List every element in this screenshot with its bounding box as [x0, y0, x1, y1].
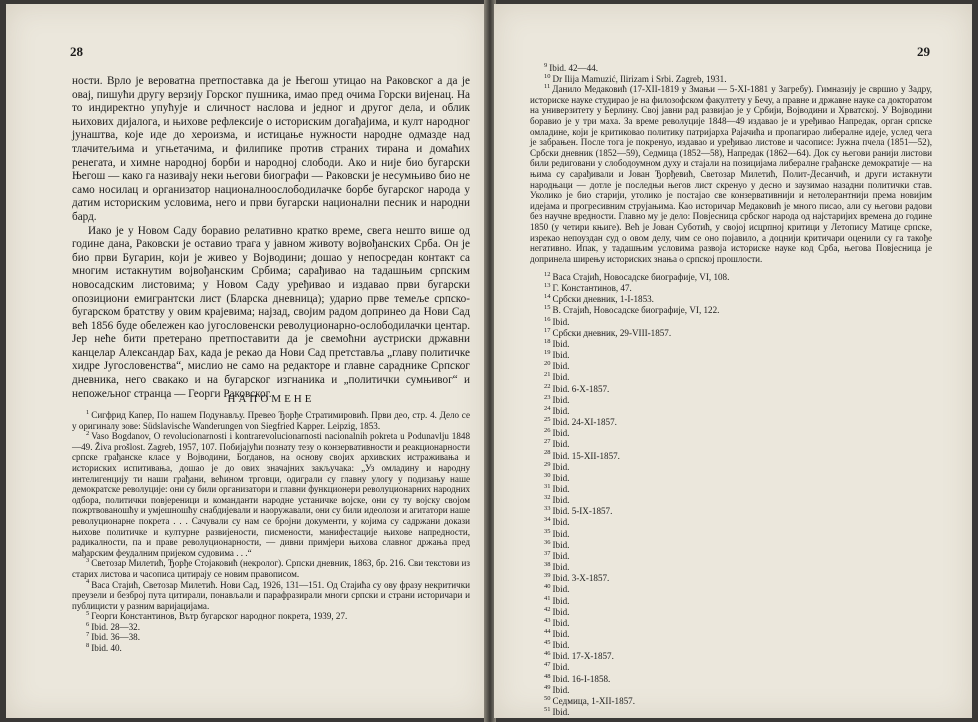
footnote-text: Србски дневник, 1-I-1853.: [552, 294, 654, 305]
footnote-text: Ibid.: [552, 394, 570, 405]
footnote-number: 51: [544, 706, 551, 714]
footnote-text: Ibid. 15-XII-1857.: [552, 450, 620, 461]
page-number-right: 29: [917, 44, 930, 59]
footnote-text: Ibid.: [552, 428, 570, 439]
footnote-text: Ibid.: [552, 372, 570, 383]
footnote-text: Ibid.: [552, 662, 570, 673]
footnote-text: Ibid.: [552, 707, 570, 718]
footnote-number: 44: [544, 627, 551, 635]
footnote: [72, 643, 470, 654]
footnote-number: 39: [544, 572, 551, 580]
footnote: [544, 540, 844, 551]
footnote: [544, 384, 844, 395]
footnote: [530, 63, 932, 74]
footnote-text: Ibid.: [552, 606, 570, 617]
footnote: [544, 551, 844, 562]
footnote: [72, 580, 470, 612]
footnote-number: 21: [544, 371, 551, 379]
notes-heading: НАПОМЕНЕ: [227, 393, 315, 405]
footnote-number: 8: [86, 642, 90, 650]
footnote-number: 5: [86, 610, 90, 618]
footnote: [544, 662, 844, 673]
footnote-number: 25: [544, 416, 551, 423]
footnote-number: 11: [544, 83, 551, 91]
footnote-number: 2: [86, 430, 90, 438]
footnote-number: 24: [544, 404, 551, 412]
footnote: [544, 395, 844, 406]
footnote: [544, 562, 844, 573]
footnote-text: Ibid.: [552, 539, 570, 550]
footnote-number: 15: [544, 304, 551, 312]
footnote-text: Светозар Милетић, Ђорђе Стојаковић (некролог). Српски дневник, 1863, бр. 216. Сви текстови из старих листова и часописа цитирају се новим правописом.: [72, 558, 470, 579]
footnote: [544, 484, 844, 495]
footnote-text: Ibid. 3-X-1857.: [552, 573, 610, 584]
footnote-number: 45: [544, 639, 551, 647]
footnote-text: Г. Константинов, 47.: [552, 283, 632, 294]
footnote-number: 50: [544, 694, 551, 702]
footnote: [544, 317, 844, 328]
footnote: [544, 406, 844, 417]
footnote-text: Ibid.: [552, 595, 570, 606]
footnote: [544, 361, 844, 372]
footnote: [544, 584, 844, 595]
footnote: [72, 632, 470, 643]
footnote-text: Ibid.: [552, 483, 570, 494]
footnote-number: 19: [544, 349, 551, 357]
footnote-text: Ibid.: [552, 528, 570, 539]
footnote-text: Србски дневник, 29-VIII-1857.: [552, 327, 672, 338]
right-page: [494, 4, 972, 718]
footnote: [544, 439, 844, 450]
footnote-number: 18: [544, 337, 551, 345]
footnote-number: 4: [86, 578, 90, 586]
footnote: [544, 696, 844, 707]
footnote-number: 9: [544, 61, 548, 69]
footnotes-right-list: [544, 272, 844, 718]
footnote: [544, 674, 844, 685]
footnote-text: Данило Медаковић (17-XII-1819 у Змањи — 5-XI-1881 у Загребу). Гимназију је свршио у Задру, историске науке студирао је на филозофском факултету у Бечу, а правне и државне науке са докторатом на универзитету у Берлину. Свој јавни рад развијао је у Србији, Војводини и Хрватској. У Војводини боравио је у три маха. За време револуције 1848—49 издавао је и уређивао Напредак, орган српске омладине, који је критиковао политику патријарха Рајачића и пропагирао либералне идеје, услед чега је забрањен. После тога је покренуо, издавао и уређивао листове и часописе: Јужна пчела (1851—52), Србски дневник (1852—59), Седмица (1852—58), Напредак (1862—64). Док су његови ранији листови били редиговани у слободоумном духу и стајали на позицијама либералне грађанске демократије — на њима су сарађивали и Јован Ђорђевић, Светозар Милетић, Полит-Десанчић, и други истакнути народњаци — дотле је последњи његов лист скренуо у десно и заузимао назадни политички став. Уколико је био старији, утолико је постајао све конзервативнији и нетолерантнији према новијим идејама и прогресивним струјањима. Као историчар Медаковић је много писао, али су његови радови без научне вредности. Главно му је дело: Повјесница србског народа од најстаријих времена до године 1850 (у четири књиге). Већ је Јован Суботић, у својој исцрпној критици у Летопису Матице српске, изрекао непоуздан суд о овом делу, чим се оно појавило, а доцнији критичари оценили су га такође негативно. Ипак, у тадашњим условима развоја историске науке код Срба, његова Повјесница је допринела ширењу историских знања о српској прошлости.: [530, 84, 932, 264]
footnote-number: 14: [544, 293, 551, 301]
footnote-number: 43: [544, 616, 551, 624]
main-body-text: [72, 75, 470, 401]
footnote-number: 26: [544, 427, 551, 435]
footnote-number: 34: [544, 516, 551, 524]
footnote-number: 47: [544, 661, 551, 669]
footnote-number: 37: [544, 549, 551, 557]
footnote-text: Ibid.: [552, 361, 570, 372]
footnote-number: 10: [544, 72, 551, 80]
footnotes-right-top: [530, 63, 932, 264]
footnote-text: Ibid.: [552, 629, 570, 639]
footnote: [544, 272, 844, 283]
footnote: [544, 573, 844, 584]
footnote-number: 28: [544, 449, 551, 457]
footnote-text: Ibid.: [552, 338, 570, 349]
footnote-number: 27: [544, 438, 551, 446]
footnotes-left: [72, 410, 470, 654]
footnote: [544, 517, 844, 528]
footnote-number: 41: [544, 594, 551, 602]
footnote: [544, 495, 844, 506]
footnote-text: Ibid. 6-X-1857.: [552, 383, 610, 394]
footnote-text: Ibid.: [552, 316, 570, 327]
footnote-text: Ibid. 5-IX-1857.: [552, 506, 613, 517]
footnote: [72, 611, 470, 622]
footnote-text: Ibid.: [552, 461, 570, 472]
footnote-text: Ibid. 24-XI-1857.: [552, 417, 617, 428]
footnote: [544, 428, 844, 439]
footnote-number: 31: [544, 482, 551, 490]
footnote-text: Ibid.: [552, 584, 570, 595]
footnote-number: 30: [544, 471, 551, 479]
footnote-text: Ibid.: [552, 439, 570, 450]
footnote-number: 7: [86, 631, 90, 639]
footnote: [544, 607, 844, 618]
footnote: [530, 74, 932, 85]
footnote: [544, 506, 844, 517]
footnote-text: Ibid.: [552, 684, 570, 695]
page-number-left: 28: [70, 44, 83, 59]
footnote: [544, 707, 844, 718]
footnote-text: Ibid. 17-X-1857.: [552, 651, 614, 662]
footnote-number: 49: [544, 683, 551, 691]
footnote-text: Ibid. 42—44.: [549, 63, 599, 73]
footnote-number: 3: [86, 557, 90, 565]
footnote-text: Ibid.: [552, 405, 570, 416]
footnote: [544, 283, 844, 294]
body-paragraph: ности. Врло је вероватна претпоставка да је Његош утицао на Раковског а да је овај, пишући другу верзију Горског пушника, имао пред очима Горски вијенац. На то индиректно упућује и сличност наслова и једног и другог дела, и облик њихових дијалога, и њихове рефлексије о историским догађајима, и култ народног јунаштва, које иде до хероизма, и истицање нужности народне одмазде над тлачитељима и угњетачима, и филипике против страних тирана и домаћих ренегата, и химне народној борби и народној слободи. Ако и није био бугарски Његош — како га називају неки његови биографи — Раковски је несумњиво био не само носилац и организатор националноослободилачке борбе бугарског народа у датим историским условима, него и први бугарски национални песник и народни бард.: [72, 75, 470, 223]
footnote-number: 33: [544, 505, 551, 513]
footnote-text: Георги Константинов, Вътр бугарског народног покрета, 1939, 27.: [91, 611, 348, 622]
body-paragraph: Иако је у Новом Саду боравио релативно кратко време, свега нешто више од године дана, Раковски је оставио трага у јавном животу војвођанских Срба. Он је био први Бугарин, који је живео у Војводини; дошао у непосредан контакт са многим истакнутим војвођанским Србима; сарађивао на тадашњим српским новосадским листовима; у Новом Саду уређивао и издавао први бугарски опозициони емигрантски лист (Бларска дневница); ударио прве темеље српско-бугарском братству у овим крајевима; најзад, својим радом допринео да Нови Сад већ 1856 буде обележен као југословенски револуционарно-ослободилачки центар. Јер неће бити претерано претпоставити да је свемоћни аустриски државни канцелар Александар Бах, када је рекао да Нови Сад претставља „главу политичке хидре Југословенства“, мислио не само на редакторе и главне сараднике Српског дневника, него свакако и на бугарског изгнаника и „политички сумњивог“ и непожељног странца — Георги Раковског.: [72, 224, 470, 400]
footnote-number: 40: [544, 583, 551, 591]
footnote: [544, 640, 844, 651]
footnote-text: Ibid.: [552, 472, 570, 483]
footnote: [72, 410, 470, 431]
footnote: [544, 451, 844, 462]
footnote-number: 13: [544, 282, 551, 290]
footnote-number: 12: [544, 270, 551, 278]
footnote-number: 48: [544, 672, 551, 680]
footnote-text: Сигфрид Капер, По нашем Подунављу. Превео Ђорђе Стратимировић. Први део, стр. 4. Дело се у оригиналу зове: Südslavische Wanderungen von Siegfried Kapper. Leipzig, 1853.: [72, 410, 470, 431]
footnote: [72, 622, 470, 633]
footnote-text: Ibid. 40.: [91, 643, 122, 654]
footnote-text: Dr Ilija Mamuzić, Ilirizam i Srbi. Zagreb, 1931.: [552, 73, 727, 84]
footnote-text: Vaso Bogdanov, O revolucionarnosti i kontrarevolucionarnosti nacionalnih pokreta u Podunavlju 1848—49. Živa prošlost. Zagreb, 1957, 107. Побијајући познату тезу о конзервативности и реакционарности српске грађанске класе у Војводини, Богданов, на основу својих архивских истраживања и историских испитивања, дошао је до ових значајних закључака: „Уз омладину и народну интелигенцију ти наши грађани, већином трговци, одиграли су главну улогу у подизању наше демократске револуције: они су били организатори и главни функционери револуционарних народних одбора, политички повјереници и команданти народне устаничке војске, они су ту војску својом пожртвованошћу и умјешношћу снабдијевали и наоружавали, они су били идеолози и агитатори наше револуционарне покрета . . . Сачували су нам се бројни документи, у којима су садржани докази њихове политичке и културне развијености, писмености, манифестације њихове напредности, радикалности, па и праве револуционарности, — дивни примјери њихова славног држања пред мађарским феудалним пријеком судовима . . .“: [72, 431, 470, 558]
footnote: [544, 462, 844, 473]
footnote-number: 20: [544, 360, 551, 368]
footnote-number: 23: [544, 393, 551, 401]
footnote: [544, 294, 844, 305]
footnote-number: 36: [544, 538, 551, 546]
footnote: [544, 473, 844, 484]
footnote: [544, 305, 844, 316]
footnote-number: 46: [544, 650, 551, 658]
footnote-number: 38: [544, 561, 551, 569]
footnote: [544, 372, 844, 383]
footnote-text: Ibid.: [552, 617, 570, 628]
footnote-text: Ibid. 28—32.: [91, 621, 141, 632]
footnote: [72, 431, 470, 558]
footnote-number: 32: [544, 494, 551, 502]
footnote: [544, 618, 844, 629]
footnote-text: Васа Стајић, Новосадске биографије, VI, 108.: [552, 272, 730, 282]
footnote: [544, 350, 844, 361]
footnote-number: 17: [544, 326, 551, 334]
footnote-text: Седмица, 1-XII-1857.: [552, 695, 635, 706]
footnote-number: 6: [86, 620, 90, 628]
footnote: [544, 651, 844, 662]
footnote: [530, 84, 932, 264]
footnote-number: 1: [86, 408, 90, 416]
footnote-number: 29: [544, 460, 551, 468]
footnote-text: Ibid.: [552, 550, 570, 561]
footnote-text: Ibid.: [552, 562, 570, 573]
footnote: [544, 339, 844, 350]
footnote-text: Васа Стајић, Светозар Милетић. Нови Сад, 1926, 131—151. Од Стајића су ову фразу некритички преузели и безброј пута цитирали, понављали и парафразирали многи српски и страни историчари и публицисти у разним варијацијама.: [72, 579, 470, 611]
footnote: [544, 629, 844, 640]
footnote: [544, 328, 844, 339]
footnote-text: Ibid.: [552, 495, 570, 506]
footnote-number: 16: [544, 315, 551, 323]
footnote-number: 42: [544, 605, 551, 613]
footnote-text: Ibid.: [552, 517, 570, 528]
footnote-number: 22: [544, 382, 551, 390]
footnote: [544, 685, 844, 696]
footnote-number: 35: [544, 527, 551, 535]
footnote: [544, 417, 844, 428]
footnote: [72, 558, 470, 579]
left-page: [6, 4, 486, 718]
footnote-text: Ibid. 36—38.: [91, 632, 141, 643]
footnote-text: В. Стајић, Новосадске биографије, VI, 122.: [552, 305, 720, 316]
footnote: [544, 596, 844, 607]
footnote-text: Ibid. 16-I-1858.: [552, 673, 611, 684]
footnote-text: Ibid.: [552, 640, 570, 651]
footnote-text: Ibid.: [552, 350, 570, 361]
footnote: [544, 529, 844, 540]
